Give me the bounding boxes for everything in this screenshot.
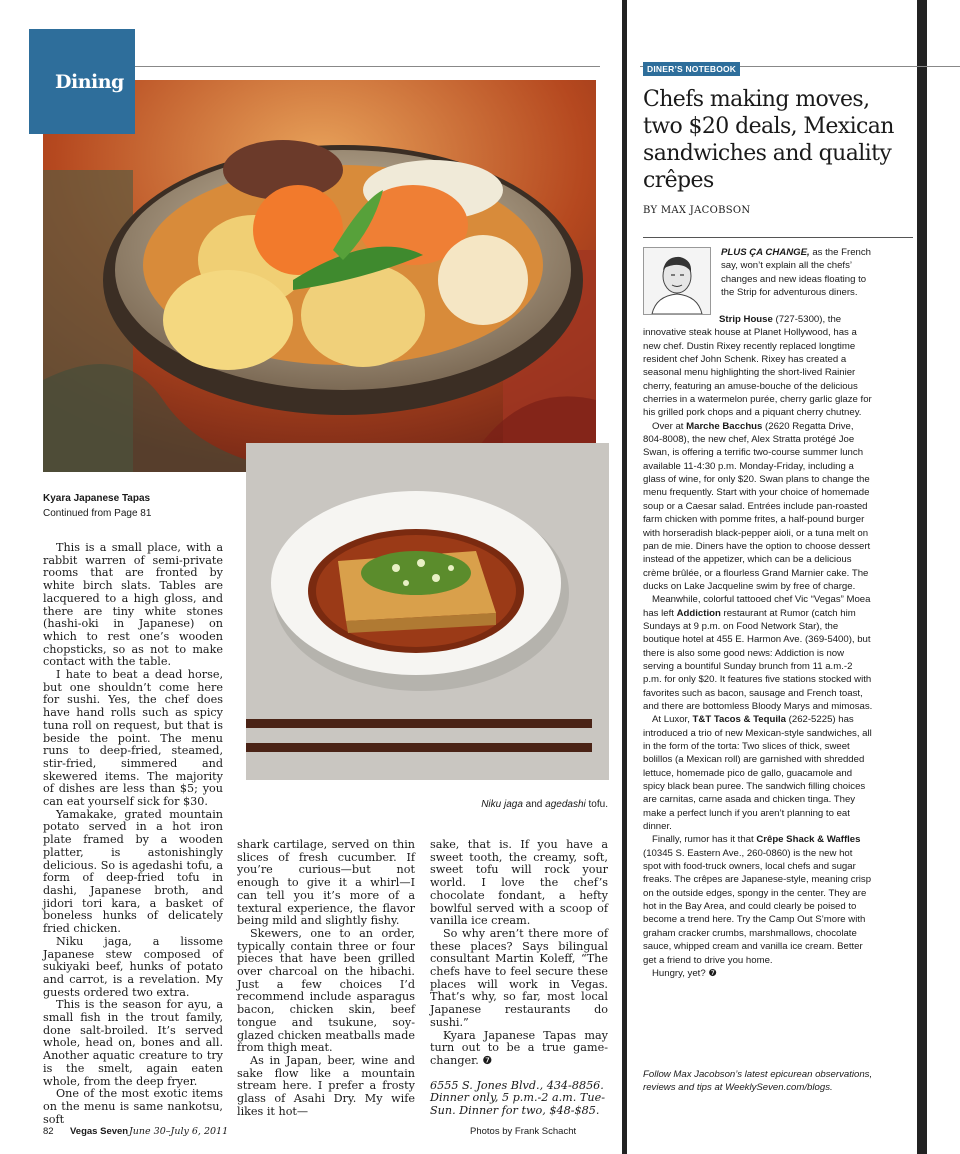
column-intro: PLUS ÇA CHANGE, as the French say, won’t explain all the chefs’ changes and new ideas floating to the Strip for adventurous diners. <box>721 247 871 299</box>
paragraph: shark cartilage, served on thin slices of fresh cucumber. If you’re curious—but not enough to give it a whirl—I can tell you it’s more of a textural experience, the flavor being mild and slightly fishy. <box>237 838 415 928</box>
paragraph: So why aren’t there more of these places? Says bilingual consultant Martin Koleff, “The chefs have to feel secure these places will work in Vegas. That’s why, so far, most local Japanese restaurants do sushi.” <box>430 926 608 1029</box>
paragraph: Over at Marche Bacchus (2620 Regatta Drive, 804-8008), the new chef, Alex Stratta protégé Joe Swan, is offering a terrific two-course summer lunch available 11-4:30 p.m. Monday-Friday, including a glass of wine, for only $20. Swan plans to change the menu frequently. Start with your choice of homemade soup or a Caesar salad. Entrées include pan-roasted farm chicken with pomme frites, a half-pound burger with horseradish black-pepper aioli, or a tuna melt on pan de mie. Diners have the option to choose dessert instead of the appetizer, which can be a delicious crème brûlée, or a flourless Grand Marnier cake. The ducks on Lake Jacqueline swim by free of charge. <box>643 420 871 592</box>
restaurant-info: 6555 S. Jones Blvd., 434-8856. Dinner only, 5 p.m.-2 a.m. Tue-Sun. Dinner for two, $48-$85. <box>430 1078 605 1118</box>
top-rule-edge <box>928 66 960 67</box>
page-edge <box>917 0 927 1154</box>
paragraph: Finally, rumor has it that Crêpe Shack & Waffles (10345 S. Eastern Ave., 260-0860) is the new hot spot with food-truck owners, local chefs and sugar freaks. The crêpes are Japanese-style, meaning crisp on the outside edges, spongy in the center. They are hot in the Bay Area, and could clearly be poised to become a trend here. Try the Camp Out S’more with graham cracker crumbs, marshmallows, chocolate sauce, whipped cream and vanilla ice cream. Better get a friend to drive you home. <box>643 834 872 966</box>
paragraph: At Luxor, T&T Tacos & Tequila (262-5225) has introduced a trio of new Mexican-style sandwiches, all in the form of the torta: Two slices of thick, sweet bolillos (a Mexican roll) are garnished with shredded lettuce, homemade pico de gallo, guacamole and spicy black bean puree. The sandwich filling choices are carnitas, carne asada and chicken tinga. They make a perfect lunch if you aren’t planning to eat dinner. <box>643 714 872 833</box>
author-portrait <box>643 247 711 315</box>
paragraph: sake, that is. If you have a sweet tooth, the creamy, soft, sweet tofu will rock your world. I love the chef’s chocolate fondant, a hefty bowlful served with a scoop of vanilla ice cream. <box>430 838 608 928</box>
paragraph: This is a small place, with a rabbit warren of semi-private rooms that are fronted by white birch slats. Tables are lacquered to a high gloss, and there are tiny white stones (hashi-oki in Japanese) on which to rest one’s wooden chopsticks, so as not to make contact with the table. <box>43 541 223 669</box>
photo2-caption: Niku jaga and agedashi tofu. <box>481 799 608 810</box>
paragraph: Strip House (727-5300), the innovative steak house at Planet Hollywood, has a new chef. Dustin Rixey recently replaced longtime resident chef John Schenk. Rixey has created a seasonal menu highlighting the short-lived Rainier cherry, featuring an amuse-bouche of the delicious cherries in a watermelon purée, cherry garlic glaze for his grilled pork chops and a piquant cherry chutney. <box>643 314 872 419</box>
niku-jaga-photo <box>43 80 596 472</box>
follow-note: Follow Max Jacobson’s latest epicurean observations, reviews and tips at WeeklySeven.com/blogs. <box>643 1069 873 1094</box>
photo1-caption-title: Kyara Japanese Tapas <box>43 493 151 504</box>
closing-line: Hungry, yet? ❼ <box>652 967 717 979</box>
byline: BY MAX JACOBSON <box>643 205 751 216</box>
paragraph: Yamakake, grated mountain potato served in a hot iron plate framed by a wooden platter, is astonishingly delicious. So is agedashi tofu, a form of deep-fried tofu in dashi, Japanese broth, and jidori tori kara, a basket of boneless hunks of delicately fried chicken. <box>43 807 223 936</box>
paragraph: One of the most exotic items on the menu is same nankotsu, soft <box>43 1087 223 1126</box>
paragraph: Meanwhile, colorful tattooed chef Vic “Vegas” Moea has left Addiction restaurant at Rumor (catch him Sundays at 9 p.m. on Food Network Star), the boutique hotel at 455 E. Harmon Ave. (369-5400), but there is also some good news: Addiction is now serving a bountiful Sunday brunch from 11 a.m.-2 p.m. for only $20. It features five stations stocked with favorites such as bacon, sausage and French toast, and there are bottomless Bloody Marys and mimosas. <box>643 594 873 712</box>
section-label: Dining <box>55 71 124 93</box>
paragraph: Skewers, one to an order, typically contain three or four pieces that have been grilled over charcoal on the hibachi. Just a few choices I’d recommend include asparagus bacon, chicken skin, beef tongue and tsukune, soy-glazed chicken meatballs made from thigh meat. <box>237 926 415 1055</box>
paragraph: Niku jaga, a lissome Japanese stew composed of sukiyaki beef, hunks of potato and carrot, is a revelation. My guests ordered two extra. <box>43 934 223 999</box>
page-spine <box>622 0 627 1154</box>
photo-credit: Photos by Frank Schacht <box>470 1126 577 1137</box>
magazine-name: Vegas Seven <box>70 1126 129 1137</box>
paragraph: This is the season for ayu, a small fish in the trout family, done salt-broiled. It’s served whole, head on, bones and all. Another aquatic creature to try is the smelt, again eaten whole, from the deep fryer. <box>43 998 223 1088</box>
article-column-1 <box>43 542 223 1126</box>
agedashi-tofu-photo <box>246 443 609 780</box>
page-number: 82 <box>43 1126 54 1137</box>
notebook-body <box>643 313 873 980</box>
section-tab <box>29 29 135 134</box>
top-rule <box>135 66 600 67</box>
article-column-2 <box>237 839 415 1118</box>
paragraph: As in Japan, beer, wine and sake flow like a mountain stream here. I prefer a frosty glass of Asahi Dry. My wife likes it hot— <box>237 1053 415 1118</box>
paragraph: Kyara Japanese Tapas may turn out to be a true game-changer. ❼ <box>430 1028 608 1067</box>
paragraph: I hate to beat a dead horse, but one shouldn’t come here for sushi. Yes, the chef does have hand rolls such as spicy tuna roll on request, but that is beside the point. The menu runs to deep-fried, steamed, stir-fried, simmered and skewered items. The majority of dishes are less than $5; you can eat yourself sick for $30. <box>43 668 223 809</box>
photo1-caption-subtitle: Continued from Page 81 <box>43 508 152 519</box>
lead-in: PLUS ÇA CHANGE, <box>721 247 810 258</box>
issue-date: June 30–July 6, 2011 <box>129 1126 229 1137</box>
article-column-3 <box>430 839 608 1118</box>
byline-rule <box>643 237 913 238</box>
diners-notebook-kicker: DINER’S NOTEBOOK <box>643 62 740 76</box>
headline: Chefs making moves, two $20 deals, Mexican sandwiches and quality crêpes <box>643 87 894 193</box>
